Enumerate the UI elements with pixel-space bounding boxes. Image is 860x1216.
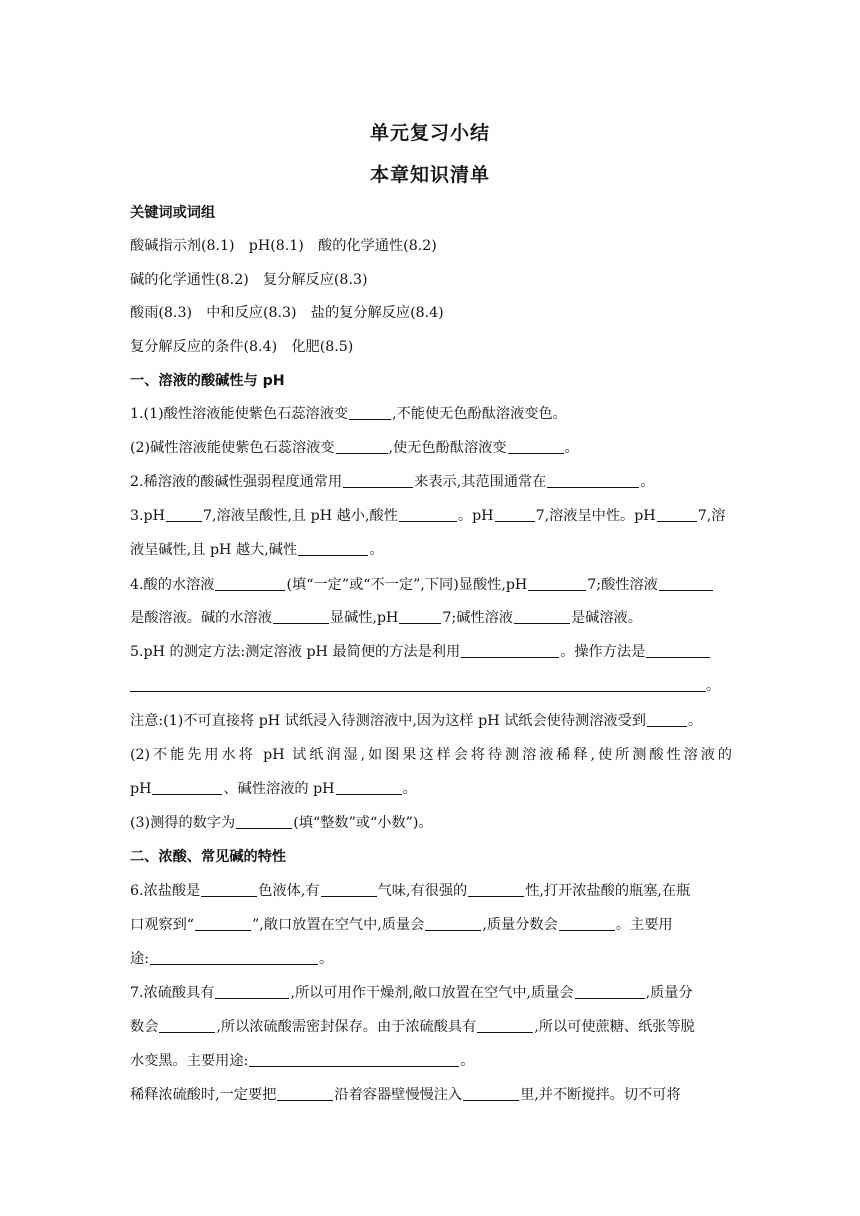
question-1b: (2)碱性溶液能使紫色石蕊溶液变 ,使无色酚酞溶液变 。 (130, 440, 579, 456)
answer-blank[interactable] (298, 541, 368, 556)
question-6b: 口观察到“ ”,敞口放置在空气中,质量会 ,质量分数会 。主要用 (130, 917, 673, 933)
answer-blank[interactable] (646, 643, 710, 658)
answer-blank[interactable] (657, 507, 697, 522)
answer-blank[interactable] (575, 984, 645, 999)
keywords-line: 酸雨(8.3) 中和反应(8.3) 盐的复分解反应(8.4) (130, 305, 444, 321)
section1-heading: 一、溶液的酸碱性与 pH (130, 373, 285, 389)
answer-blank[interactable] (495, 507, 535, 522)
question-7a: 7.浓硫酸具有 ,所以可用作干燥剂,敞口放置在空气中,质量会 ,质量分 (130, 985, 693, 1001)
answer-blank[interactable] (547, 473, 639, 488)
keywords-line: 复分解反应的条件(8.4) 化肥(8.5) (130, 339, 354, 355)
answer-blank[interactable] (468, 882, 524, 897)
answer-blank[interactable] (159, 1018, 215, 1033)
question-7b: 数会 ,所以浓硫酸需密封保存。由于浓硫酸具有 ,所以可使蔗糖、纸张等脱 (130, 1019, 695, 1035)
question-4a: 4.酸的水溶液 (填“一定”或“不一定”,下同)显酸性,pH 7;酸性溶液 (130, 575, 732, 595)
answer-blank[interactable] (277, 1086, 333, 1101)
question-6c: 途: 。 (130, 951, 334, 967)
answer-blank[interactable] (559, 916, 615, 931)
question-5b: 。 (130, 676, 732, 696)
question-4b: 是酸溶液。碱的水溶液 显碱性,pH 7;碱性溶液 是碱溶液。 (130, 610, 642, 626)
answer-blank[interactable] (399, 507, 457, 522)
note-2b: pH 、碱性溶液的 pH 。 (130, 781, 417, 797)
answer-blank[interactable] (349, 405, 391, 420)
section2-heading: 二、浓酸、常见碱的特性 (130, 849, 287, 865)
question-1a: 1.(1)酸性溶液能使紫色石蕊溶液变 ,不能使无色酚酞溶液变色。 (130, 406, 567, 422)
answer-blank[interactable] (528, 576, 586, 591)
answer-blank[interactable] (215, 984, 289, 999)
answer-blank[interactable] (236, 814, 292, 829)
answer-blank[interactable] (659, 576, 713, 591)
answer-blank[interactable] (399, 609, 441, 624)
answer-blank[interactable] (166, 507, 202, 522)
answer-blank[interactable] (461, 643, 559, 658)
page-title: 单元复习小结 (369, 122, 490, 144)
answer-blank[interactable] (336, 439, 388, 454)
question-7d: 稀释浓硫酸时,一定要把 沿着容器壁慢慢注入 里,并不断搅拌。切不可将 (130, 1087, 681, 1103)
keywords-line: 碱的化学通性(8.2) 复分解反应(8.3) (130, 272, 368, 288)
question-3b: 液呈碱性,且 pH 越大,碱性 。 (130, 542, 384, 558)
keywords-heading: 关键词或词组 (130, 205, 216, 221)
answer-blank[interactable] (273, 609, 329, 624)
question-6a: 6.浓盐酸是 色液体,有 气味,有很强的 性,打开浓盐酸的瓶塞,在瓶 (130, 883, 691, 899)
answer-blank[interactable] (249, 1052, 459, 1067)
answer-blank[interactable] (508, 439, 564, 454)
keywords-line: 酸碱指示剂(8.1) pH(8.1) 酸的化学通性(8.2) (130, 238, 437, 254)
answer-blank[interactable] (647, 712, 687, 727)
question-3a: 3.pH 7,溶液呈酸性,且 pH 越小,酸性 。pH 7,溶液呈中性。pH 7,溶 (130, 508, 726, 524)
answer-blank[interactable] (463, 1086, 519, 1101)
answer-blank[interactable] (130, 677, 706, 692)
answer-blank[interactable] (477, 1018, 533, 1033)
answer-blank[interactable] (215, 576, 285, 591)
answer-blank[interactable] (336, 780, 402, 795)
answer-blank[interactable] (514, 609, 570, 624)
answer-blank[interactable] (150, 950, 318, 965)
question-7c: 水变黑。主要用途: 。 (130, 1053, 475, 1069)
answer-blank[interactable] (425, 916, 481, 931)
note-2a: (2)不能先用水将 pH 试纸润湿,如图果这样会将待测溶液稀释,使所测酸性溶液的 (130, 747, 732, 763)
answer-blank[interactable] (343, 473, 413, 488)
question-2: 2.稀溶液的酸碱性强弱程度通常用 来表示,其范围通常在 。 (130, 474, 655, 490)
page-subtitle: 本章知识清单 (369, 164, 490, 186)
answer-blank[interactable] (321, 882, 377, 897)
note-1: 注意:(1)不可直接将 pH 试纸浸入待测溶液中,因为这样 pH 试纸会使待测溶液受到 。 (130, 713, 703, 729)
answer-blank[interactable] (201, 882, 257, 897)
question-5a: 5.pH 的测定方法:测定溶液 pH 最简便的方法是利用 。操作方法是 (130, 642, 732, 662)
answer-blank[interactable] (195, 916, 251, 931)
note-3: (3)测得的数字为 (填“整数”或“小数”)。 (130, 815, 433, 831)
answer-blank[interactable] (152, 780, 222, 795)
